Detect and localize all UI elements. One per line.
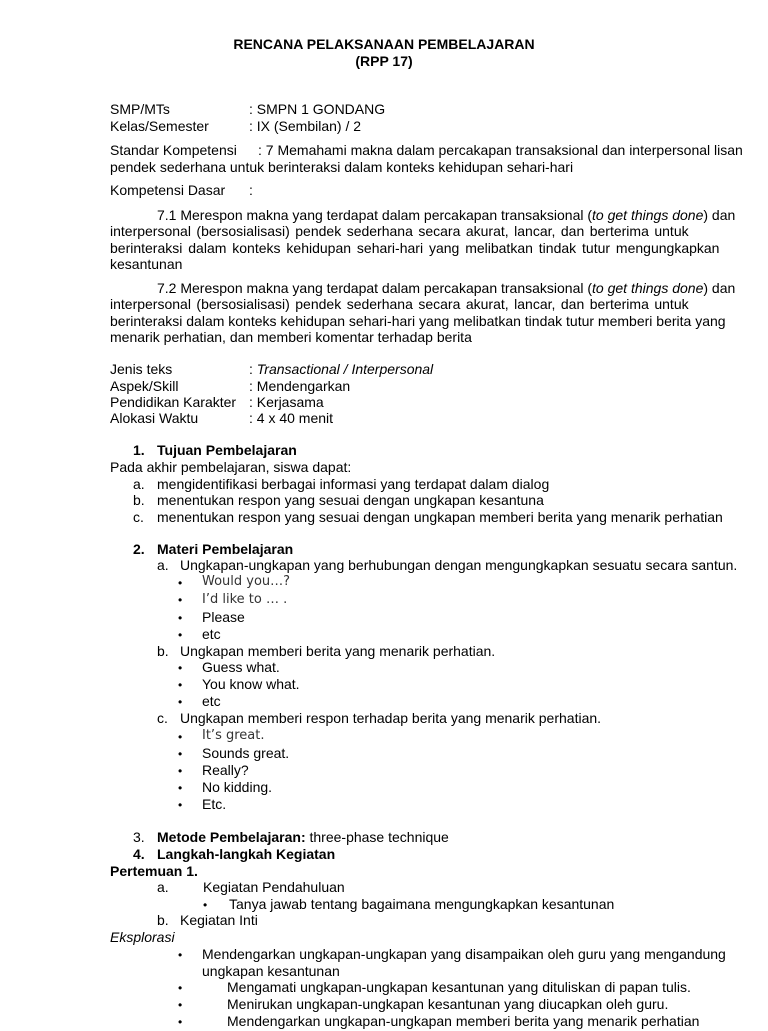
s2-number: 2. [133,541,145,557]
s2c-marker: c. [157,710,168,726]
page-subtitle: (RPP 17) [355,53,413,69]
eksplorasi-item-cont: ungkapan kesantunan [202,963,340,979]
bullet-icon: • [178,781,183,795]
s1-item-marker: b. [133,492,145,508]
bullet-icon: • [178,611,183,625]
s4a-marker: a. [157,879,169,895]
s1-number: 1. [133,442,145,458]
s2c-item: It’s great. [202,728,265,743]
s1-heading: Tujuan Pembelajaran [157,442,297,458]
s4b-marker: b. [157,912,169,928]
kelas-value: : IX (Sembilan) / 2 [249,118,362,134]
s2a-marker: a. [157,557,169,573]
kd72-line3: berinteraksi dalam konteks kehidupan sehari-hari yang melibatkan tindak tutur memberi berita yang [110,313,726,329]
eksplorasi-item: Mendengarkan ungkapan-ungkapan yang disampaikan oleh guru yang mengandung [202,946,726,962]
kd72-line4: menarik perhatian, dan memberi komentar terhadap berita [110,329,472,345]
s2a-text: Ungkapan-ungkapan yang berhubungan dengan mengungkapkan sesuatu secara santun. [180,557,738,573]
smp-label: SMP/MTs [110,101,170,117]
eksplorasi-item: Menirukan ungkapan-ungkapan kesantunan yang diucapkan oleh guru. [227,996,669,1012]
s2c-item: Etc. [202,796,227,812]
s4a-item: Tanya jawab tentang bagaimana mengungkapkan kesantunan [229,896,615,912]
kd71-line4: kesantunan [110,256,183,272]
s1-item: menentukan respon yang sesuai dengan ungkapan kesantuna [157,492,544,508]
s2a-item: Would you…? [202,574,291,589]
s4-number: 4. [133,846,145,862]
bullet-icon: • [178,661,183,675]
s1-intro: Pada akhir pembelajaran, siswa dapat: [110,459,352,475]
eksplorasi-label: Eksplorasi [110,929,175,945]
s2b-marker: b. [157,643,169,659]
eksplorasi-item: Mengamati ungkapan-ungkapan kesantunan yang dituliskan di papan tulis. [227,979,691,995]
bullet-icon: • [178,678,183,692]
aspek-value: : Mendengarkan [249,378,351,394]
s2c-item: Really? [202,762,249,778]
sk-label: Standar Kompetensi [110,142,237,158]
s2a-item: I’d like to … . [202,592,288,607]
kd-label: Kompetensi Dasar [110,182,226,198]
karakter-label: Pendidikan Karakter [110,394,237,410]
bullet-icon: • [178,998,183,1012]
karakter-value: : Kerjasama [249,394,324,410]
s2a-item: etc [202,626,221,642]
kd71-line1: 7.1 Merespon makna yang terdapat dalam percakapan transaksional (to get things done) dan [157,207,736,223]
s3-number: 3. [133,829,145,845]
bullet-icon: • [178,948,183,962]
s1-item-marker: a. [133,476,145,492]
bullet-icon: • [178,628,183,642]
s1-item-marker: c. [133,509,144,525]
bullet-icon: • [178,593,183,607]
page-title: RENCANA PELAKSANAAN PEMBELAJARAN [233,36,535,52]
s2c-text: Ungkapan memberi respon terhadap berita yang menarik perhatian. [180,710,602,726]
aspek-label: Aspek/Skill [110,378,179,394]
s1-item: mengidentifikasi berbagai informasi yang terdapat dalam dialog [157,476,550,492]
jenis-label: Jenis teks [110,361,173,377]
pertemuan-label: Pertemuan 1. [110,863,198,879]
s3-line: Metode Pembelajaran: three-phase technique [157,829,449,845]
s2a-item: Please [202,609,245,625]
bullet-icon: • [178,747,183,761]
bullet-icon: • [178,695,183,709]
eksplorasi-item: Mendengarkan ungkapan-ungkapan memberi berita yang menarik perhatian [227,1013,700,1029]
bullet-icon: • [178,576,183,590]
s2b-item: You know what. [202,676,300,692]
kd72-line1: 7.2 Merespon makna yang terdapat dalam percakapan transaksional (to get things done) dan [157,280,736,296]
jenis-value: : Transactional / Interpersonal [249,361,434,377]
kd71-line2: interpersonal (bersosialisasi) pendek sederhana secara akurat, lancar, dan berterima untuk [110,223,689,239]
s4-heading: Langkah-langkah Kegiatan [157,846,336,862]
smp-value: : SMPN 1 GONDANG [249,101,386,117]
kd-colon: : [249,182,253,198]
s2-heading: Materi Pembelajaran [157,541,294,557]
s2b-item: etc [202,693,221,709]
s4a-text: Kegiatan Pendahuluan [203,879,345,895]
s2c-item: No kidding. [202,779,273,795]
kd72-line2: interpersonal (bersosialisasi) pendek sederhana secara akurat, lancar, dan berterima untuk [110,296,689,312]
bullet-icon: • [178,1015,183,1029]
s4b-text: Kegiatan Inti [180,912,258,928]
s1-item: menentukan respon yang sesuai dengan ungkapan memberi berita yang menarik perhatian [157,509,723,525]
kelas-label: Kelas/Semester [110,118,209,134]
bullet-icon: • [178,730,183,744]
s2b-item: Guess what. [202,659,280,675]
bullet-icon: • [178,764,183,778]
bullet-icon: • [203,898,208,912]
sk-value-line1: : 7 Memahami makna dalam percakapan transaksional dan interpersonal lisan [258,142,743,158]
s2c-item: Sounds great. [202,745,290,761]
kd71-line3: berinteraksi dalam konteks kehidupan sehari-hari yang melibatkan tindak tutur mengungkapkan [110,240,720,256]
waktu-value: : 4 x 40 menit [249,410,334,426]
sk-value-line2: pendek sederhana untuk berinteraksi dalam konteks kehidupan sehari-hari [110,159,574,175]
s2b-text: Ungkapan memberi berita yang menarik perhatian. [180,643,496,659]
bullet-icon: • [178,981,183,995]
waktu-label: Alokasi Waktu [110,410,199,426]
bullet-icon: • [178,798,183,812]
